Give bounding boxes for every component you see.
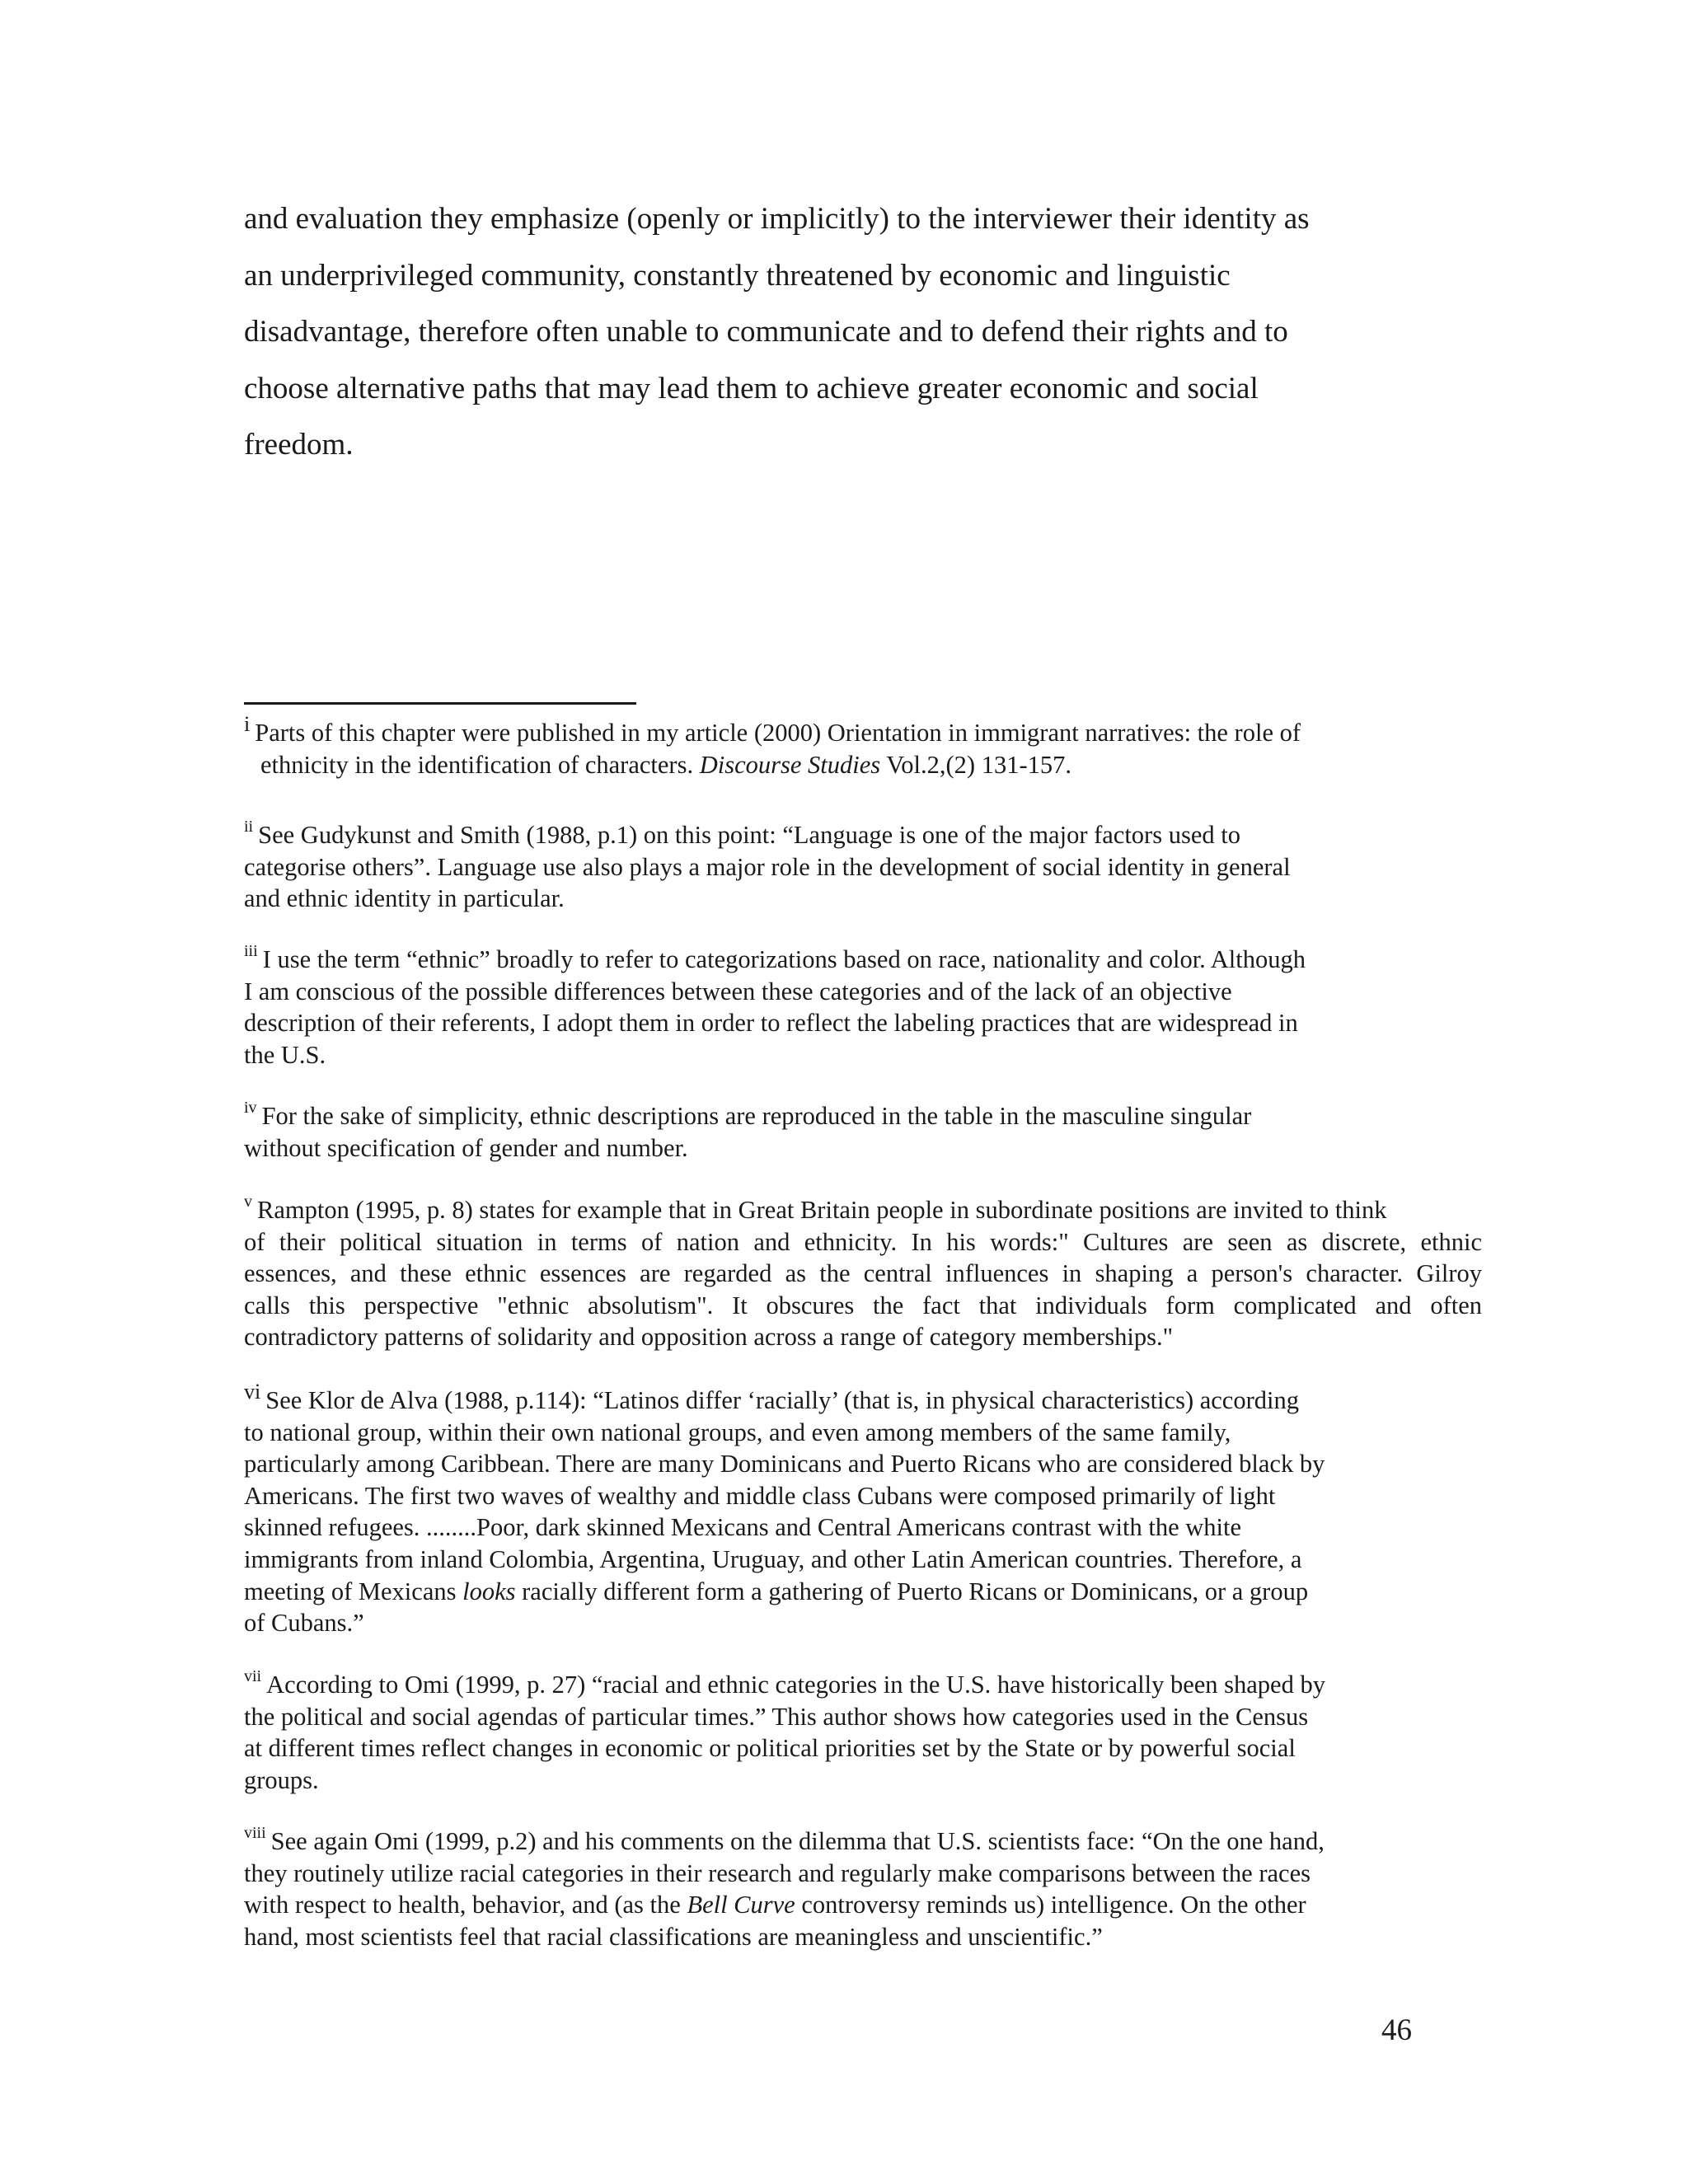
footnote-iv	[244, 1100, 1489, 1164]
footnote-line: to national group, within their own national groups, and even among members of the same family,	[244, 1418, 1231, 1446]
footnote-line: $^{iv}$ For the sake of simplicity, ethnic descriptions are reproduced in the table in the masculine singular	[244, 1099, 1252, 1130]
footnote-vi	[244, 1380, 1489, 1639]
footnote-line: they routinely utilize racial categories in their research and regularly make comparisons between the races	[244, 1858, 1311, 1887]
footnote-line: particularly among Caribbean. There are many Dominicans and Puerto Ricans who are considered black by	[244, 1450, 1325, 1479]
footnote-line: $^i$ Parts of this chapter were published in my article (2000) Orientation in immigrant narratives: the role of	[244, 712, 1301, 747]
footnote-line: $^{iii}$ I use the term “ethnic” broadly to refer to categorizations based on race, nationality and color. Although	[244, 942, 1306, 973]
footnote-marker: viii	[244, 1824, 266, 1842]
footnote-marker: iii	[244, 942, 258, 960]
footnote-line: at different times reflect changes in economic or political priorities set by the State or by powerful social	[244, 1734, 1296, 1763]
footnote-line: essences, and these ethnic essences are regarded as the central influences in shaping a person's character. Gilroy	[244, 1259, 1482, 1288]
footnote-line: calls this perspective "ethnic absolutism". It obscures the fact that individuals form complicated and often	[244, 1291, 1482, 1319]
footnote-iii	[244, 944, 1489, 1071]
footnote-line: of Cubans.”	[244, 1609, 364, 1638]
footnote-line: I am conscious of the possible differences between these categories and of the lack of an objective	[244, 977, 1232, 1005]
footnote-line: hand, most scientists feel that racial classifications are meaningless and unscientific.”	[244, 1922, 1103, 1951]
footnote-marker: vii	[244, 1667, 262, 1685]
body-line: an underprivileged community, constantly threatened by economic and linguistic	[244, 258, 1231, 293]
footnote-marker: i	[244, 712, 251, 736]
footnote-ii	[244, 819, 1489, 915]
footnote-line: groups.	[244, 1765, 319, 1794]
footnote-line: skinned refugees. ........Poor, dark skinned Mexicans and Central Americans contrast with the white	[244, 1513, 1242, 1542]
footnote-line: $^{vii}$ According to Omi (1999, p. 27) “racial and ethnic categories in the U.S. have historically been shaped by	[244, 1667, 1325, 1699]
footnote-marker: ii	[244, 818, 254, 836]
footnote-line: of their political situation in terms of nation and ethnicity. In his words:" Cultures are seen as discrete, ethnic	[244, 1227, 1482, 1256]
footnote-marker: vi	[244, 1380, 261, 1404]
footnote-line: immigrants from inland Colombia, Argentina, Uruguay, and other Latin American countries. Therefore, a	[244, 1544, 1302, 1573]
footnote-separator	[244, 702, 636, 705]
body-line: choose alternative paths that may lead them to achieve greater economic and social	[244, 371, 1259, 405]
footnote-line: contradictory patterns of solidarity and opposition across a range of category memberships."	[244, 1323, 1174, 1352]
footnote-line: $^{ii}$ See Gudykunst and Smith (1988, p.1) on this point: “Language is one of the major factors used to	[244, 818, 1240, 849]
footnote-line: ethnicity in the identification of characters. Discourse Studies Vol.2,(2) 131-157.	[260, 750, 1071, 779]
footnote-line: $^v$ Rampton (1995, p. 8) states for example that in Great Britain people in subordinate positions are invited to think	[244, 1193, 1387, 1224]
book-title: Bell Curve	[687, 1891, 795, 1919]
footnote-line: meeting of Mexicans looks racially different form a gathering of Puerto Ricans or Dominicans, or a group	[244, 1577, 1309, 1605]
footnote-line: Americans. The first two waves of wealthy and middle class Cubans were composed primarily of light	[244, 1481, 1276, 1510]
footnote-i	[244, 712, 1489, 780]
footnote-line: the U.S.	[244, 1040, 326, 1069]
body-line: freedom.	[244, 428, 354, 462]
page-number: 46	[1381, 2013, 1412, 2047]
footnote-marker: iv	[244, 1099, 257, 1117]
emphasis-looks: looks	[462, 1577, 516, 1605]
footnote-line: and ethnic identity in particular.	[244, 884, 565, 913]
footnote-line: without specification of gender and number.	[244, 1133, 688, 1162]
footnote-line: with respect to health, behavior, and (as the Bell Curve controversy reminds us) intelligence. On the other	[244, 1891, 1306, 1919]
footnote-line: categorise others”. Language use also plays a major role in the development of social identity in general	[244, 852, 1291, 881]
footnote-line: $^{vi}$ See Klor de Alva (1988, p.114): “Latinos differ ‘racially’ (that is, in physical characteristics) according	[244, 1380, 1299, 1414]
journal-title: Discourse Studies	[699, 750, 881, 779]
footnote-vii	[244, 1669, 1489, 1796]
body-line: disadvantage, therefore often unable to communicate and to defend their rights and to	[244, 315, 1288, 349]
footnote-line: $^{viii}$ See again Omi (1999, p.2) and his comments on the dilemma that U.S. scientists face: “On the one hand,	[244, 1824, 1325, 1855]
footnote-marker: v	[244, 1193, 252, 1211]
footnote-v	[244, 1194, 1489, 1353]
footnote-viii	[244, 1825, 1489, 1952]
footnote-line: description of their referents, I adopt them in order to reflect the labeling practices that are widespread in	[244, 1009, 1298, 1038]
footnote-line: the political and social agendas of particular times.” This author shows how categories used in the Census	[244, 1702, 1309, 1731]
body-line: and evaluation they emphasize (openly or implicitly) to the interviewer their identity as	[244, 202, 1310, 236]
body-paragraph	[244, 191, 1480, 474]
